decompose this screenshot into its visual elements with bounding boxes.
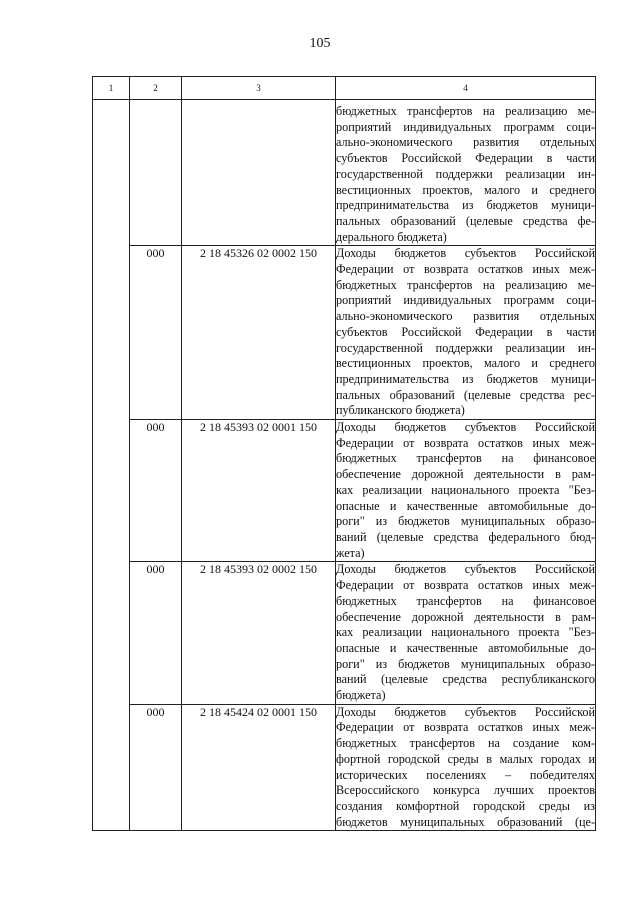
description-cell [336, 420, 596, 562]
column-number-3: 3 [182, 77, 336, 100]
description-line: фортной городской среды в малых городах и [336, 751, 595, 766]
description-cell [336, 100, 596, 246]
description-line: опасные и качественные автомобильные до- [336, 640, 595, 655]
description-line: публиканского бюджета) [336, 403, 465, 418]
description-line: ально-экономического развития отдельных [336, 135, 595, 150]
description-line: Доходы бюджетов субъектов Российской [336, 246, 595, 261]
description-line: роги" из бюджетов муниципальных образо- [336, 514, 595, 529]
description-line: вестиционных проектов, малого и среднего [336, 356, 595, 371]
budget-table [92, 76, 596, 831]
description-line: ваний (целевые средства федерального бюд- [336, 529, 595, 544]
group-column-cell [93, 100, 130, 831]
description-line: пальных образований (целевые средства фе- [336, 213, 595, 228]
description-line: бюджетных трансфертов на реализацию ме- [336, 277, 595, 292]
description-line: дерального бюджета) [336, 229, 447, 244]
description-line: бюджетных трансфертов на реализацию ме- [336, 104, 595, 118]
table-row [93, 246, 596, 420]
description-line: роприятий индивидуальных программ соци- [336, 293, 595, 308]
description-cell [336, 704, 596, 831]
description-line: ально-экономического развития отдельных [336, 309, 595, 324]
kbk-code-cell: 2 18 45424 02 0001 150 [182, 704, 336, 831]
description-line: ках реализации национального проекта "Без- [336, 625, 595, 640]
table-row [93, 704, 596, 831]
column-number-4: 4 [336, 77, 596, 100]
table-row-continuation [93, 100, 596, 246]
description-line: бюджетных трансфертов на создание ком- [336, 736, 595, 751]
description-line: государственной поддержки реализации ин- [336, 166, 595, 181]
table-row [93, 562, 596, 704]
description-line: Федерации от возврата остатков иных меж- [336, 262, 595, 277]
page-number: 105 [309, 36, 331, 51]
description-line: субъектов Российской Федерации в части [336, 324, 595, 339]
kbk-code-cell: 2 18 45393 02 0001 150 [182, 420, 336, 562]
description-line: Федерации от возврата остатков иных меж- [336, 435, 595, 450]
description-line: государственной поддержки реализации ин- [336, 340, 595, 355]
description-line: роги" из бюджетов муниципальных образо- [336, 656, 595, 671]
description-line: Доходы бюджетов субъектов Российской [336, 562, 595, 577]
description-line: предпринимательства из бюджетов муници- [336, 371, 595, 386]
column-number-1: 1 [93, 77, 130, 100]
column-number-2: 2 [130, 77, 182, 100]
admin-code-cell-empty [130, 100, 182, 246]
kbk-code-cell: 2 18 45326 02 0002 150 [182, 246, 336, 420]
description-cell [336, 246, 596, 420]
description-line: исторических поселениях – победителях [336, 767, 595, 782]
kbk-code-cell: 2 18 45393 02 0002 150 [182, 562, 336, 704]
description-line: роприятий индивидуальных программ соци- [336, 119, 595, 134]
admin-code-cell: 000 [130, 246, 182, 420]
description-line: Доходы бюджетов субъектов Российской [336, 420, 595, 435]
description-line: обеспечение дорожной деятельности в рам- [336, 609, 595, 624]
description-line: пальных образований (целевые средства рес- [336, 387, 595, 402]
description-line: бюджетных трансфертов на финансовое [336, 451, 595, 466]
description-line: Федерации от возврата остатков иных меж- [336, 578, 595, 593]
description-line: Всероссийского конкурса лучших проектов [336, 783, 595, 798]
table-row [93, 420, 596, 562]
description-line: субъектов Российской Федерации в части [336, 151, 595, 166]
description-line: жета) [336, 545, 365, 560]
description-line: Федерации от возврата остатков иных меж- [336, 720, 595, 735]
kbk-cell-empty [182, 100, 336, 246]
description-cell [336, 562, 596, 704]
table-header-row [93, 77, 596, 100]
description-line: создания комфортной городской среды из [336, 798, 595, 813]
description-line: предпринимательства из бюджетов муници- [336, 198, 595, 213]
admin-code-cell: 000 [130, 562, 182, 704]
description-line: бюджета) [336, 688, 386, 703]
description-line: бюджетных трансфертов на финансовое [336, 593, 595, 608]
description-line: опасные и качественные автомобильные до- [336, 498, 595, 513]
admin-code-cell: 000 [130, 704, 182, 831]
admin-code-cell: 000 [130, 420, 182, 562]
description-line: бюджетов муниципальных образований (це- [336, 814, 595, 829]
description-line: ках реализации национального проекта "Без- [336, 482, 595, 497]
description-line: Доходы бюджетов субъектов Российской [336, 704, 595, 719]
description-line: вестиционных проектов, малого и среднего [336, 182, 595, 197]
description-line: ваний (целевые средства республиканского [336, 672, 595, 687]
description-line: обеспечение дорожной деятельности в рам- [336, 467, 595, 482]
